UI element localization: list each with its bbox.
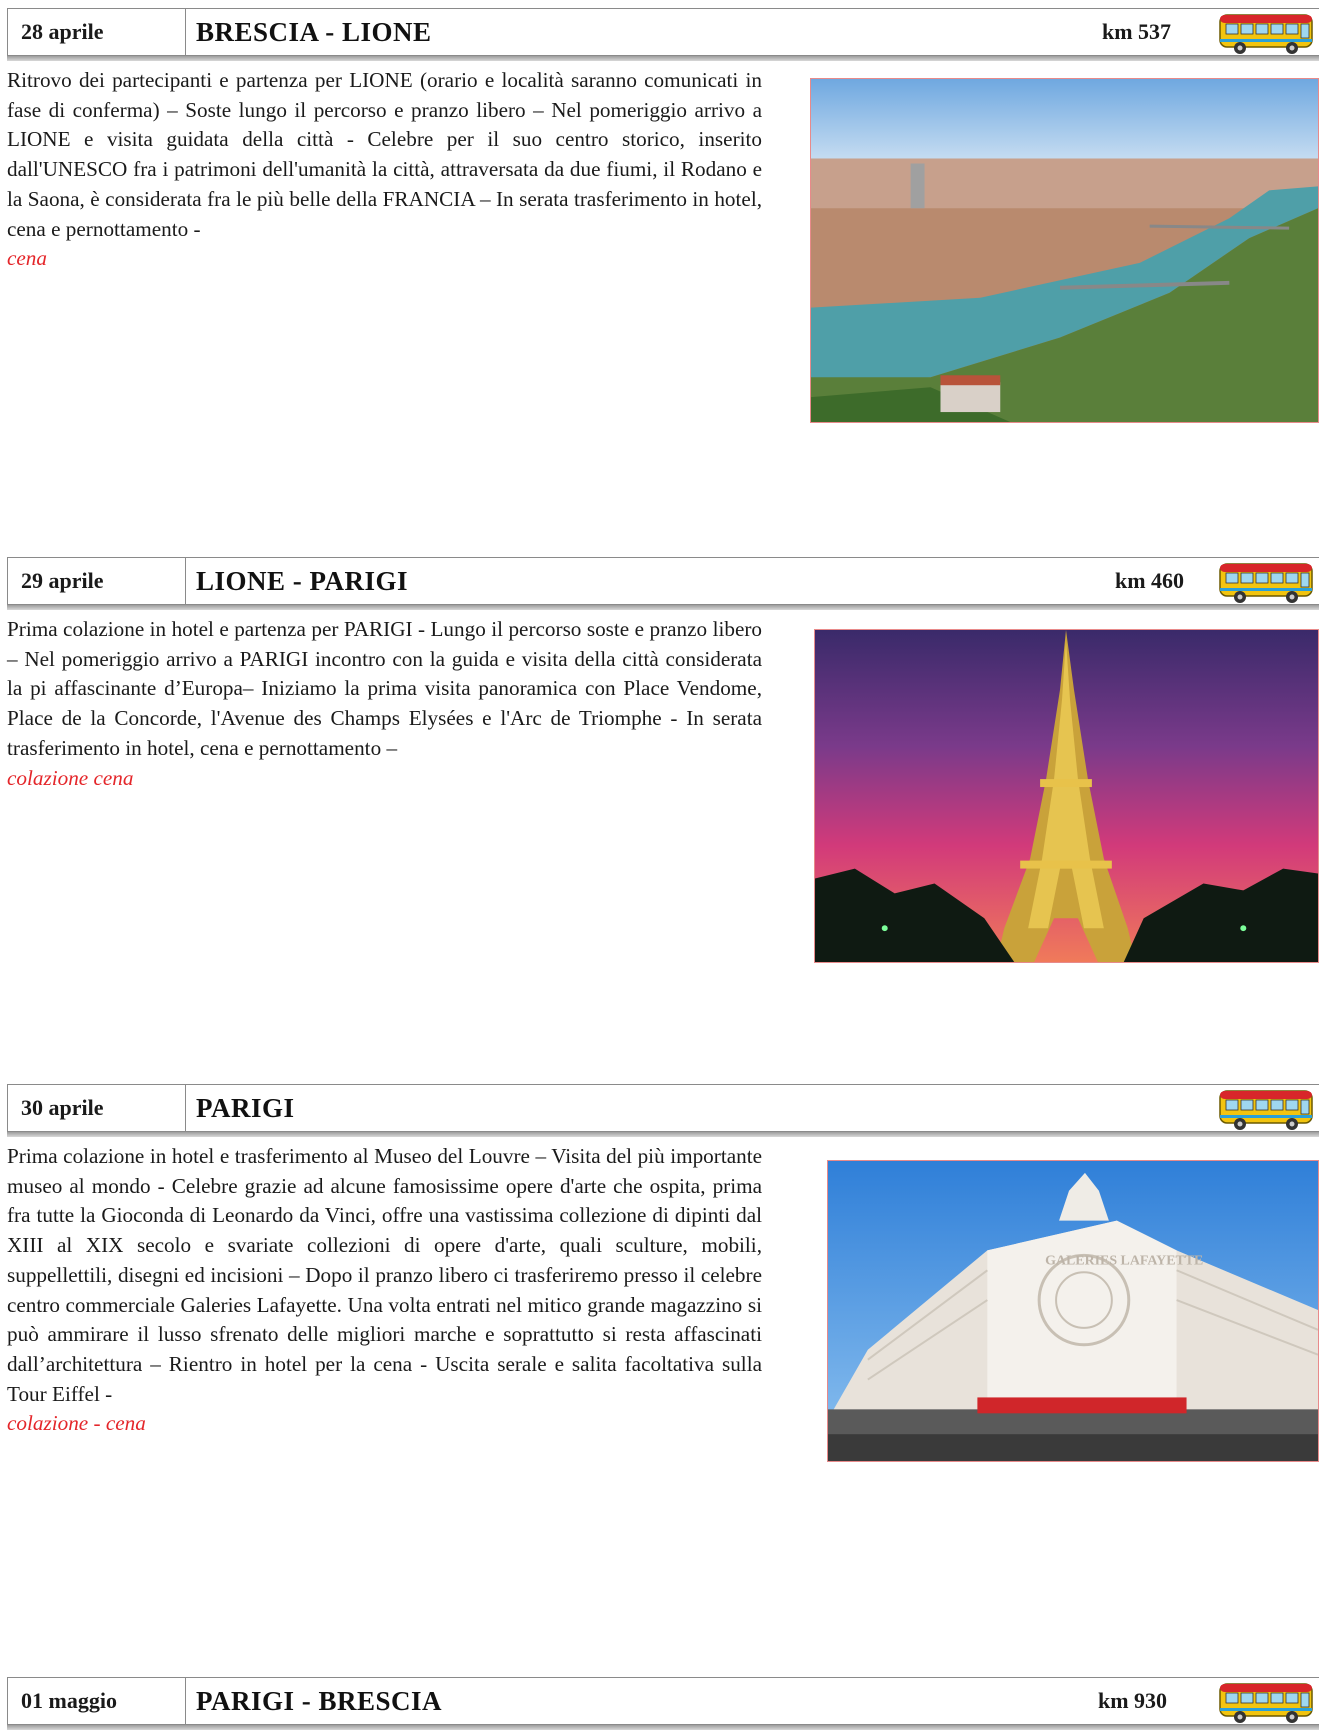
bus-icon (1218, 1087, 1314, 1131)
day-distance: km 537 (1102, 19, 1172, 44)
meals-included: cena (7, 246, 47, 271)
day-header (7, 557, 1319, 605)
day-title: PARIGI - BRESCIA (196, 1686, 443, 1716)
day-header (7, 8, 1319, 56)
meals-included: colazione cena (7, 765, 134, 790)
meals-included: colazione - cena (7, 1411, 146, 1436)
day-date: 01 maggio (8, 1678, 186, 1724)
day-3 (7, 1084, 1319, 1436)
day-description (7, 615, 762, 793)
day-title: BRESCIA - LIONE (196, 17, 432, 47)
day-date: 30 aprile (8, 1085, 186, 1131)
day-header (7, 1677, 1319, 1725)
day-1 (7, 8, 1319, 271)
photo-sign: GALERIES LAFAYETTE (1045, 1253, 1204, 1269)
day-date: 29 aprile (8, 558, 186, 604)
day-title: PARIGI (196, 1093, 295, 1123)
bus-icon (1218, 11, 1314, 55)
day-description (7, 66, 762, 274)
day-date: 28 aprile (8, 9, 186, 55)
description-text: Ritrovo dei partecipanti e partenza per LIONE (orario e località saranno comunicati in fase di conferma) – Soste lungo il percorso e pranzo libero – Nel pomeriggio arrivo a LIONE e visita guidata della città - Celebre per il suo centro storico, inserito dall'UNESCO fra i patrimoni dell'umanità la città, attraversata da due fiumi, il Rodano e la Saona, è considerata fra le più belle della FRANCIA – In serata trasferimento in hotel, cena e pernottamento - (7, 68, 762, 241)
day-header (7, 1084, 1319, 1132)
photo-lyon (810, 78, 1319, 423)
description-text: Prima colazione in hotel e partenza per PARIGI - Lungo il percorso soste e pranzo libero – Nel pomeriggio arrivo a PARIGI incontro con la guida e visita della città considerata la pi affascinante d’Europa– Iniziamo la prima visita panoramica con Place Vendome, Place de la Concorde, l'Avenue des Champs Elysées e l'Arc de Triomphe - In serata trasferimento in hotel, cena e pernottamento – (7, 617, 762, 760)
photo-galeries-lafayette (827, 1160, 1319, 1462)
day-description (7, 1142, 762, 1439)
photo-eiffel-tower (814, 629, 1319, 963)
day-2 (7, 557, 1319, 790)
day-distance: km 930 (1098, 1688, 1168, 1713)
day-4 (7, 1677, 1319, 1725)
bus-icon (1218, 1680, 1314, 1724)
bus-icon (1218, 560, 1314, 604)
description-text: Prima colazione in hotel e trasferimento al Museo del Louvre – Visita del più importante museo al mondo - Celebre grazie ad alcune famosissime opere d'arte che ospita, prima fra tutte la Gioconda di Leonardo da Vinci, offre una vastissima collezione di dipinti dal XIII al XIX secolo e svariate collezioni di opere d'arte, quali sculture, mobili, suppellettili, disegni ed incisioni – Dopo il pranzo libero ci trasferiremo presso il celebre centro commerciale Galeries Lafayette. Una volta entrati nel mitico grande magazzino si può ammirare il lusso sfrenato delle migliori marche e soprattutto si resta affascinati dall’architettura – Rientro in hotel per la cena - Uscita serale e salita facoltativa sulla Tour Eiffel - (7, 1144, 762, 1406)
day-title: LIONE - PARIGI (196, 566, 409, 596)
day-distance: km 460 (1115, 568, 1185, 593)
